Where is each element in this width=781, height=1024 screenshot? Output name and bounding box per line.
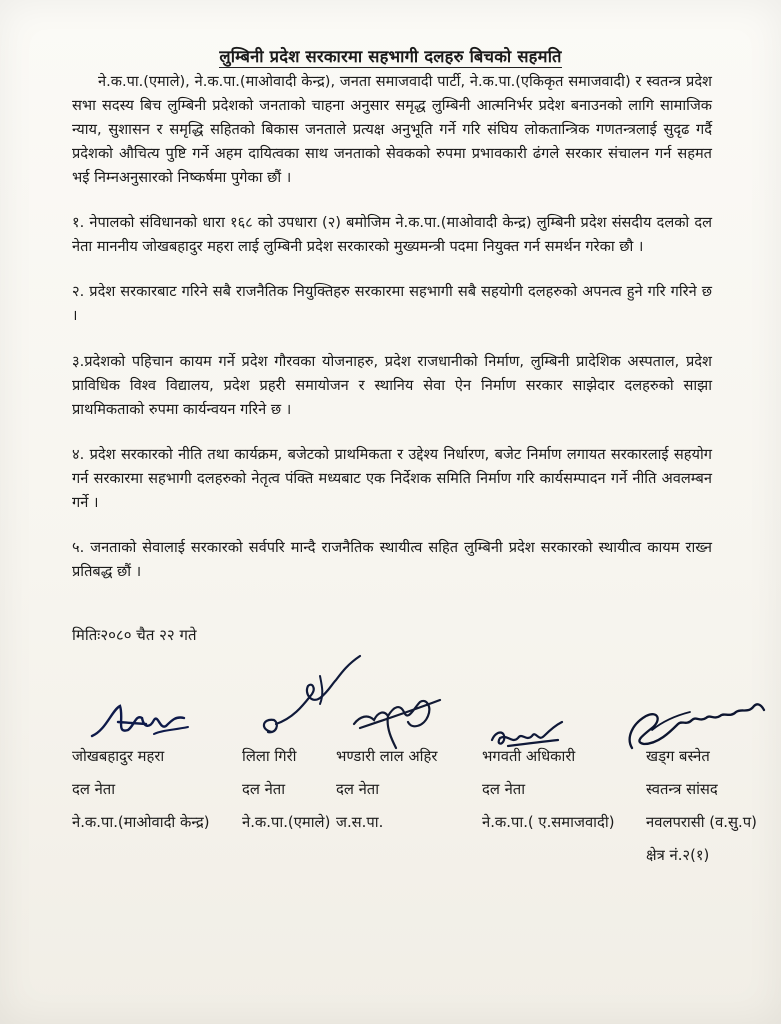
signatory-1 [72,740,210,839]
point-5: ५. जनताको सेवालाई सरकारको सर्वपरि मान्दै राजनैतिक स्थायीत्व सहित लुम्बिनी प्रदेश सरकारको स्थायीत्व कायम राख्न प्रतिबद्ध छौं । [72,539,712,580]
signatory-name: लिला गिरी [242,748,297,765]
signatory-role: दल नेता [482,781,526,798]
signatory-party: ने.क.पा.(एमाले) [242,814,331,831]
signatory-constituency: क्षेत्र नं.२(१) [646,847,710,864]
signatory-role: दल नेता [72,781,116,798]
signatory-2 [242,740,330,839]
signatory-party: ज.स.पा. [336,814,384,831]
signatory-party: नवलपरासी (व.सु.प) [646,814,757,831]
signatory-5 [646,740,757,872]
date-line: मितिः२०८० चैत २२ गते [72,626,197,644]
signatory-name: खड्ग बस्नेत [646,748,710,765]
point-4: ४. प्रदेश सरकारको नीति तथा कार्यक्रम, बजेटको प्राथमिकता र उद्देश्य निर्धारण, बजेट निर्माण लगायत सरकारलाई सहयोग गर्न सरकारमा सहभागी दलहरुको नेतृत्व पंक्ति मध्यबाट एक निर्देशक समिति निर्माण गरि कार्यसम्पादन गर्ने नीति अवलम्बन गर्ने । [72,446,712,511]
signatory-3 [336,740,437,839]
intro-paragraph: ने.क.पा.(एमाले), ने.क.पा.(माओवादी केन्द्र), जनता समाजवादी पार्टी, ने.क.पा.(एकिकृत समाजवादी) र स्वतन्त्र प्रदेश सभा सदस्य बिच लुम्बिनी प्रदेशको जनताको चाहना अनुसार समृद्ध लुम्बिनी आत्मनिर्भर प्रदेश बनाउनको लागि सामाजिक न्याय, सुशासन र समृद्धि सहितको बिकास जनताले प्रत्यक्ष अनुभूति गर्ने गरि संघिय लोकतान्त्रिक गणतन्त्रलाई सुदृढ गर्दै प्रदेशको औचित्य पुष्टि गर्ने अहम दायित्वका साथ जनताको सेवकको रुपमा प्रभावकारी ढंगले सरकार संचालन गर्न सहमत भई निम्नअनुसारको निष्कर्षमा पुगेका छौं । [72,73,712,186]
signatory-party: ने.क.पा.(माओवादी केन्द्र) [72,814,210,831]
signatory-name: जोखबहादुर महरा [72,748,165,765]
signatory-name: भगवती अधिकारी [482,748,576,765]
title-text: लुम्बिनी प्रदेश सरकारमा सहभागी दलहरु बिचको सहमति [219,47,562,66]
signatory-name: भण्डारी लाल अहिर [336,748,438,765]
signatory-role: दल नेता [336,781,380,798]
point-1: १. नेपालको संविधानको धारा १६८ को उपधारा (२) बमोजिम ने.क.पा.(माओवादी केन्द्र) लुम्बिनी प्रदेश संसदीय दलको दल नेता माननीय जोखबहादुर महरा लाई लुम्बिनी प्रदेश सरकारको मुख्यमन्त्री पदमा नियुक्त गर्न समर्थन गरेका छौ । [72,214,712,255]
signature-block [0,632,781,872]
signatory-role: स्वतन्त्र सांसद [646,781,718,798]
point-3: ३.प्रदेशको पहिचान कायम गर्ने प्रदेश गौरवका योजनाहरु, प्रदेश राजधानीको निर्माण, लुम्बिनी प्रादेशिक अस्पताल, प्रदेश प्राविधिक विश्व विद्यालय, प्रदेश प्रहरी समायोजन र स्थानिय सेवा ऐन निर्माण सरकार साझेदार दलहरुको साझा प्राथमिकताको रुपमा कार्यन्वयन गरिने छ । [72,353,712,418]
point-2: २. प्रदेश सरकारबाट गरिने सबै राजनैतिक नियुक्तिहरु सरकारमा सहभागी सबै सहयोगी दलहरुको अपनत्व हुने गरि गरिने छ । [72,283,712,324]
signatory-4 [482,740,614,839]
document-body [72,70,712,584]
signatory-role: दल नेता [242,781,286,798]
signatory-party: ने.क.पा.( ए.समाजवादी) [482,814,615,831]
document-title [0,44,781,67]
